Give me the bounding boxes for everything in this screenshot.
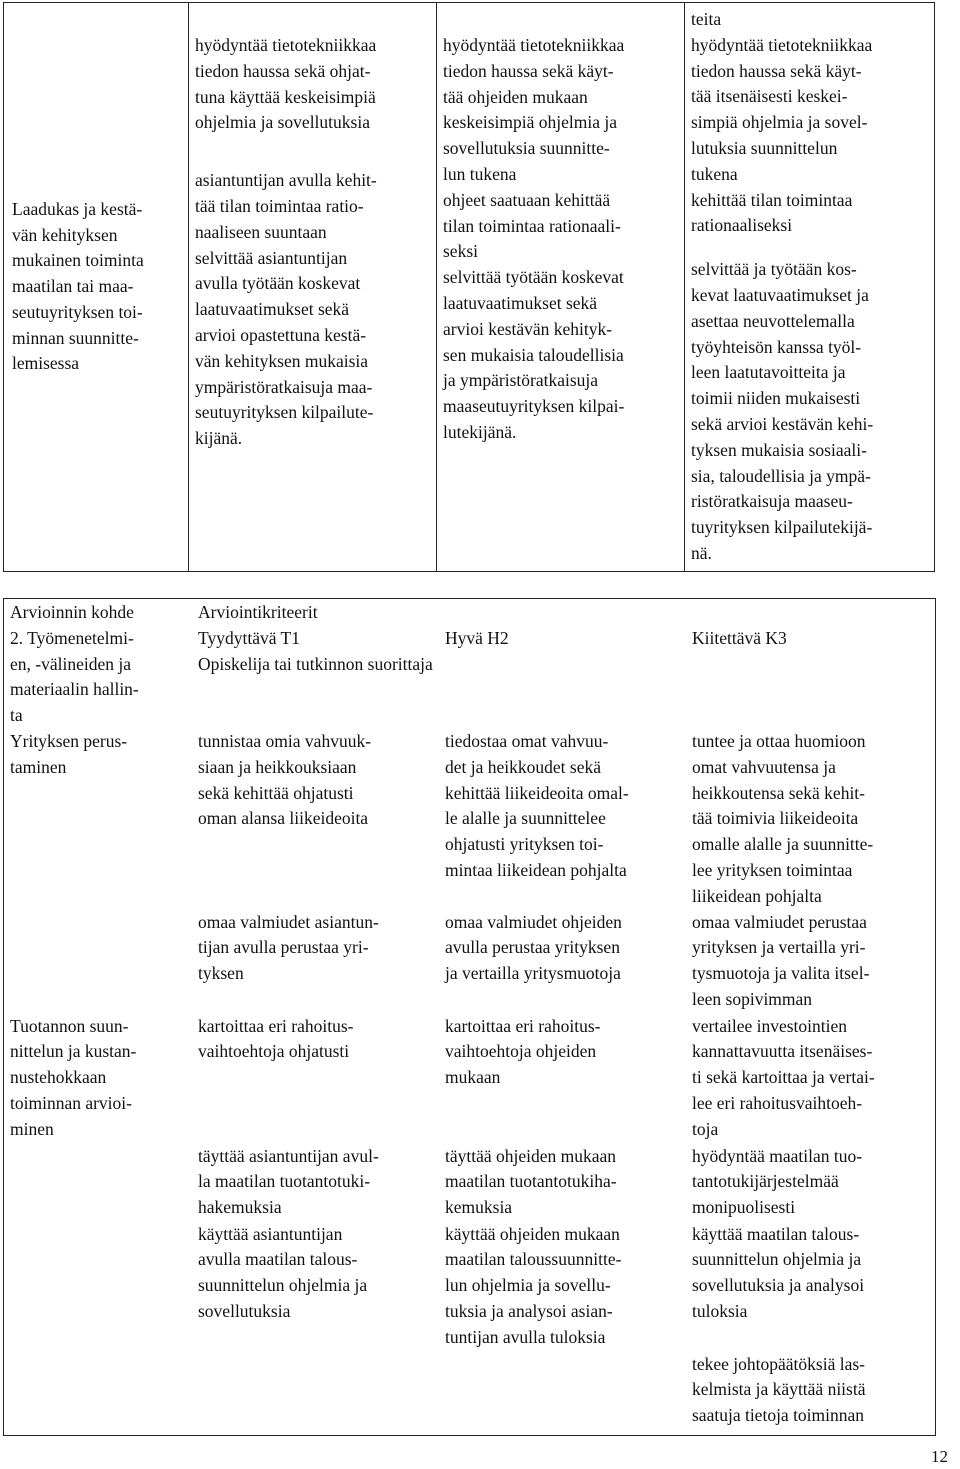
criteria-cell: täyttää ohjeiden mukaan maatilan tuotantotukiha- kemuksia — [445, 1145, 617, 1218]
object-1: Yrityksen perus- taminen — [10, 730, 128, 777]
t1-item: selvittää asiantuntijan avulla työtään koskevat laatuvaatimukset sekä arvioi opastettuna kestä- vän kehityksen mukaisia ympäristöratkaisuja maa- seutuyrityksen kilpailute- kijänä. — [195, 247, 374, 449]
criteria-cell: täyttää asiantuntijan avul- la maatilan tuotantotuki- hakemuksia — [198, 1145, 379, 1218]
k3-item: selvittää ja työtään kos- kevat laatuvaatimukset ja asettaa neuvottelemalla työyhteisön kanssa työl- leen laatutavoitteita ja toimii niiden mukaisesti sekä arvioi kestävän kehi- tyksen mukaisia sosiaali- sia, taloudellisia ja ympä- ristöratkaisuja maaseu- tuyrityksen kilpailutekijä- nä. — [691, 259, 874, 563]
level-k3: Kiitettävä K3 — [692, 627, 787, 648]
table-row — [3, 1014, 934, 1144]
criteria-cell: omaa valmiudet asiantun- tijan avulla perustaa yri- tyksen — [198, 911, 379, 984]
h2-item: selvittää työtään koskevat laatuvaatimukset sekä arvioi kestävän kehityk- sen mukaisia taloudellisia ja ympäristöratkaisuja maaseutuyrityksen kilpai- lutekijänä. — [443, 267, 625, 442]
criteria-cell: tekee johtopäätöksiä las- kelmista ja käyttää niistä saatuja tietoja toiminnan — [692, 1353, 866, 1426]
criteria-table-top — [3, 2, 935, 572]
object-2: Tuotannon suun- nittelun ja kustan- nustehokkaan toiminnan arvioi- minen — [10, 1015, 137, 1139]
criteria-cell — [191, 1352, 438, 1429]
criteria-cell: käyttää maatilan talous- suunnittelun ohjelmia ja sovellutuksia ja analysoi tuloksia — [692, 1223, 865, 1321]
criteria-cell: omaa valmiudet ohjeiden avulla perustaa yrityksen ja vertailla yritysmuotoja — [445, 911, 622, 984]
criteria-cell: käyttää ohjeiden mukaan maatilan taloussuunnitte- lun ohjelmia ja sovellu- tuksia ja analysoi asian- tuntijan avulla tuloksia — [445, 1223, 622, 1347]
column-header-object: Arvioinnin kohde — [10, 602, 134, 622]
criteria-cell: tunnistaa omia vahvuuk- siaan ja heikkouksiaan sekä kehittää ohjatusti oman alansa liikeideoita — [198, 730, 372, 829]
performer: Opiskelija tai tutkinnon suorittaja — [198, 653, 433, 674]
criteria-cell: tuntee ja ottaa huomioon omat vahvuutensa ja heikkoutensa sekä kehit- tää toimivia liikeideoita omalle alalle ja suunnitte- lee yrityksen toimintaa liikeidean pohjalta — [692, 730, 874, 906]
criteria-cell: kartoittaa eri rahoitus- vaihtoehtoja ohjatusti — [198, 1015, 354, 1062]
column-header-criteria: Arviointikriteerit — [198, 602, 318, 622]
k3-cell — [685, 3, 935, 572]
table-row — [4, 3, 935, 572]
k3-item: teita hyödyntää tietotekniikkaa tiedon haussa sekä käyt- tää itsenäisesti keskei- simpiä ohjelmia ja sovel- lutuksia suunnittelun tukena — [691, 9, 873, 184]
criteria-cell: hyödyntää maatilan tuo- tantotukijärjestelmää monipuolisesti — [692, 1145, 863, 1218]
k3-item: kehittää tilan toimintaa rationaaliseksi — [691, 189, 853, 236]
criteria-cell: käyttää asiantuntijan avulla maatilan talous- suunnittelun ohjelmia ja sovellutuksia — [198, 1223, 368, 1321]
table-row — [3, 729, 934, 910]
t1-item: asiantuntijan avulla kehit- tää tilan toimintaa ratio- naaliseen suuntaan — [195, 170, 377, 242]
h2-cell — [437, 3, 685, 572]
t1-cell — [189, 3, 437, 572]
criteria-table-bottom — [3, 598, 934, 1429]
row-heading: Laadukas ja kestä- vän kehityksen mukainen toiminta maatilan tai maa- seutuyrityksen toi- minnan suunnitte- lemisessa — [4, 3, 189, 572]
section-title: 2. Työmenetelmi- en, -välineiden ja materiaalin hallin- ta — [10, 627, 139, 726]
level-t1: Tyydyttävä T1 — [198, 627, 300, 648]
criteria-cell: omaa valmiudet perustaa yrityksen ja vertailla yri- tysmuotoja ja valita itsel- leen sopivimman — [692, 911, 870, 1009]
level-h2: Hyvä H2 — [445, 627, 509, 648]
criteria-cell — [438, 1352, 685, 1429]
criteria-cell: vertailee investointien kannattavuutta itsenäises- ti sekä kartoittaa ja vertai- lee eri rahoitusvaihtoeh- toja — [692, 1015, 875, 1139]
h2-item: ohjeet saatuaan kehittää tilan toimintaa rationaali- seksi — [443, 189, 621, 262]
criteria-cell: kartoittaa eri rahoitus- vaihtoehtoja ohjeiden mukaan — [445, 1015, 601, 1088]
h2-item: hyödyntää tietotekniikkaa tiedon haussa sekä käyt- tää ohjeiden mukaan keskeisimpiä ohjelmia ja sovellutuksia suunnitte- lun tukena — [443, 35, 625, 184]
table-header-row — [3, 598, 934, 626]
table-row — [3, 626, 934, 652]
criteria-cell: tiedostaa omat vahvuu- det ja heikkoudet sekä kehittää liikeideoita omal- le alalle ja suunnittelee ohjatusti yrityksen toi- mintaa liikeidean pohjalta — [445, 730, 629, 880]
page-number: 12 — [931, 1447, 948, 1466]
t1-item: hyödyntää tietotekniikkaa tiedon haussa sekä ohjat- tuna käyttää keskeisimpiä ohjelmia ja sovellutuksia — [195, 35, 377, 133]
